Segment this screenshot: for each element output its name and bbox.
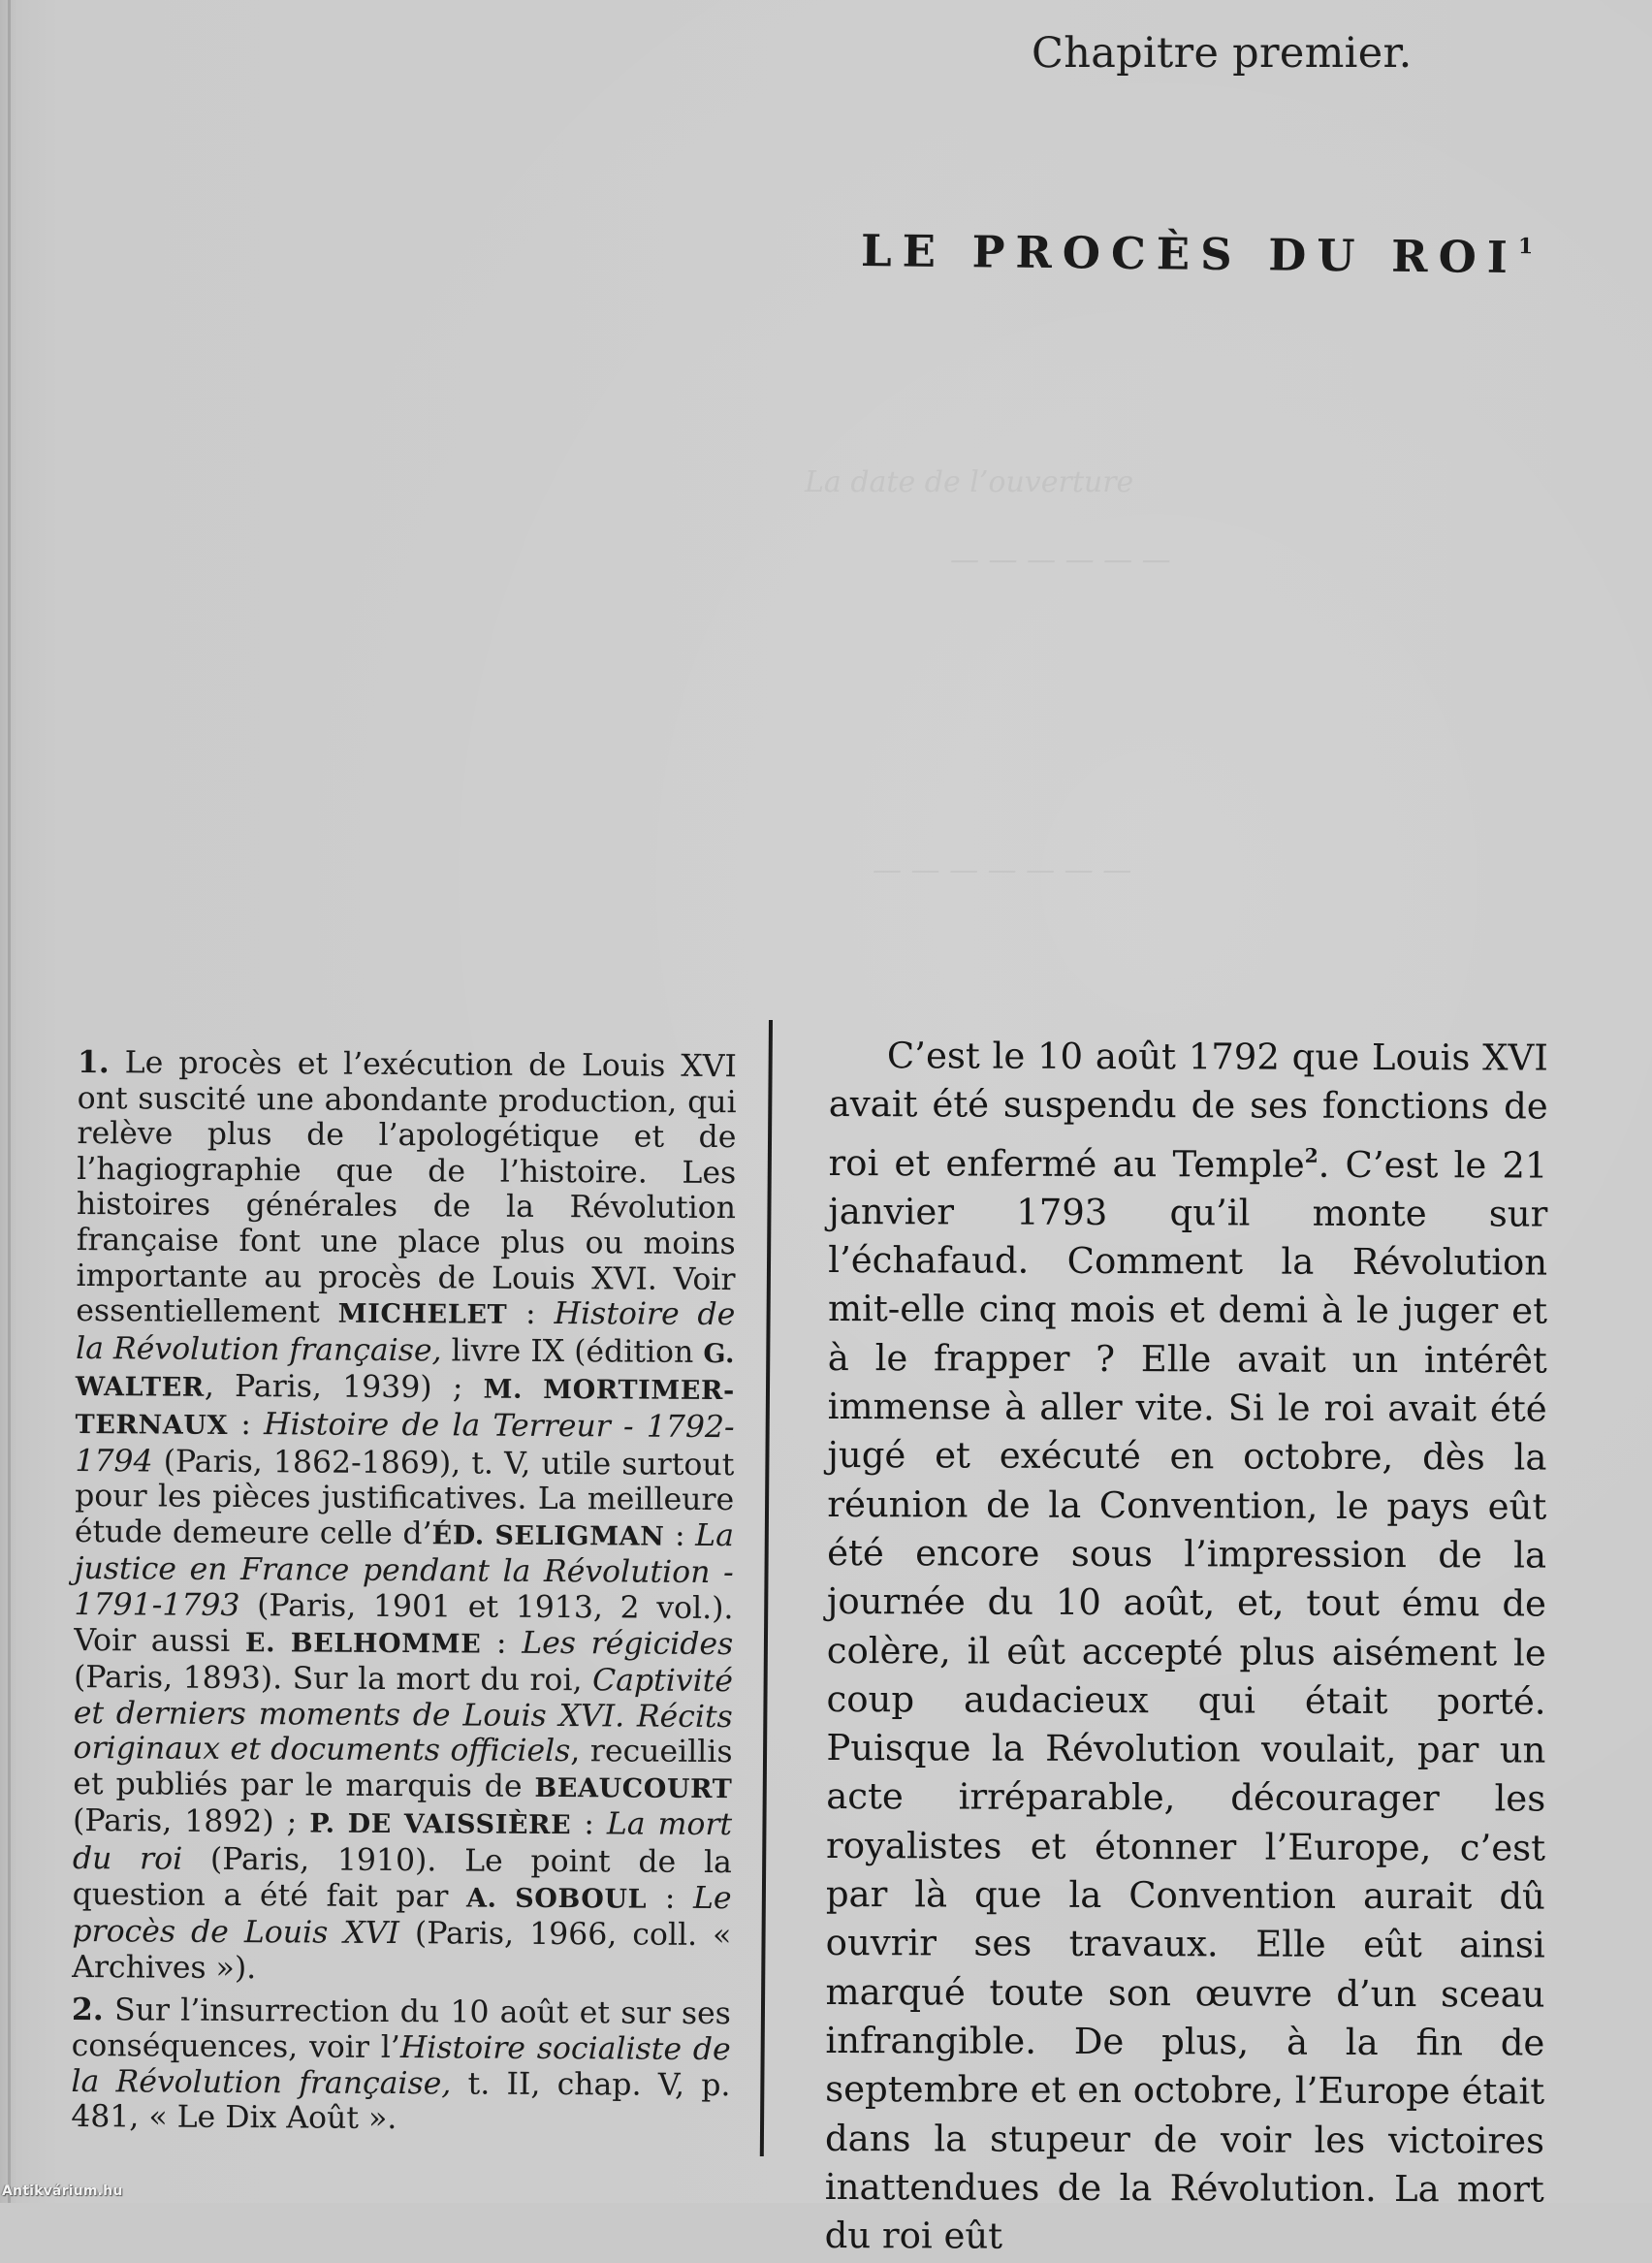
bleed-through-text: La date de l’ouverture xyxy=(805,465,1134,499)
footnote-text-segment: : xyxy=(664,1517,696,1553)
footnote-text-segment: (Paris, 1893). Sur la mort du roi, xyxy=(73,1660,593,1699)
footnote-marker: 1 xyxy=(1517,234,1534,260)
footnote-number: 2. xyxy=(71,1992,104,2028)
body-text-segment: C’est le 10 août 1792 que Louis XVI avait été suspendu de ses fonctions de roi et enfermé au Temple xyxy=(828,1035,1548,1186)
work-title: Histoire de la Terreur - 1792-1794 xyxy=(75,1407,735,1480)
body-paragraph xyxy=(825,1032,1548,2263)
footnote xyxy=(71,1992,731,2139)
footnote-text-segment: t. II, chap. V, p. 481, « Le Dix Août ». xyxy=(71,2065,731,2137)
footnote-number: 1. xyxy=(77,1044,110,1081)
work-title: Histoire socialiste de la Révolution française, xyxy=(71,2030,731,2101)
main-text-column xyxy=(825,1032,1548,2263)
footnote-text-segment: : xyxy=(647,1880,694,1916)
footnote-text-segment: (Paris, 1910). Le point de la question a été fait par xyxy=(72,1841,732,1915)
footnote-text-segment: Sur l’insurrection du 10 août et sur ses conséquences, voir l’ xyxy=(71,1992,732,2066)
work-title: La mort du roi xyxy=(72,1806,733,1877)
footnote-text-segment: : xyxy=(227,1406,265,1443)
footnote-text xyxy=(71,1993,731,2137)
author-name: G. WALTER xyxy=(75,1338,736,1404)
footnote-text-segment: Le procès et l’exécution de Louis XVI ont suscité une abondante production, qui relève plus de l’apologétique et de l’hagiographie que de l’histoire. Les histoires générales de la Révolution française font une place plus ou moins importante au procès de Louis XVI. Voir essentiellement xyxy=(76,1045,737,1330)
footnote-text-segment: , Paris, 1939) ; xyxy=(204,1369,484,1406)
author-name: A. SOBOUL xyxy=(465,1883,648,1915)
footnote-text-segment: : xyxy=(571,1806,607,1842)
footnote-text-segment: (Paris, 1966, coll. « Archives »). xyxy=(72,1916,732,1986)
chapter-label: Chapitre premier. xyxy=(1032,29,1413,78)
author-name: M. MORTIMER-TERNAUX xyxy=(75,1374,735,1441)
footnote-text-segment: (Paris, 1862-1869), t. V, utile surtout pour les pièces justificatives. La meilleure étude demeure celle d’ xyxy=(74,1444,735,1551)
work-title: Les régicides xyxy=(522,1625,734,1662)
column-divider xyxy=(760,1020,773,2156)
work-title: Le procès de Louis XVI xyxy=(72,1880,732,1952)
watermark-logo: Antikvárium.hu xyxy=(2,2183,123,2199)
footnote-text-segment: : xyxy=(507,1295,555,1332)
footnotes-column xyxy=(71,1045,737,2147)
footnote-text-segment: (Paris, 1901 et 1913, 2 vol.). Voir aussi xyxy=(74,1587,734,1659)
work-title: La justice en France pendant la Révolution - 1791-1793 xyxy=(74,1517,735,1623)
footnote-text-segment: : xyxy=(481,1625,523,1661)
author-name: ÉD. SELIGMAN xyxy=(431,1519,665,1552)
page-gutter-edge xyxy=(8,0,11,2203)
author-name: MICHELET xyxy=(337,1298,508,1330)
footnote-marker: 2 xyxy=(1304,1143,1318,1167)
author-name: E. BELHOMME xyxy=(244,1627,482,1660)
author-name: P. DE VAISSIÈRE xyxy=(309,1808,572,1841)
bleed-through-text: — — — — — — xyxy=(950,543,1171,577)
footnote-text-segment: livre IX (édition xyxy=(441,1333,704,1370)
footnote-text-segment: (Paris, 1892) ; xyxy=(73,1803,310,1840)
author-name: BEAUCOURT xyxy=(534,1772,733,1805)
chapter-title-text: LE PROCÈS DU ROI xyxy=(860,225,1519,284)
work-title: Captivité et derniers moments de Louis XVI. Récits originaux et documents officiels xyxy=(73,1663,734,1769)
footnote xyxy=(72,1045,737,1990)
chapter-title xyxy=(861,225,1534,283)
footnote-text xyxy=(72,1045,737,1986)
bleed-through-text: — — — — — — — xyxy=(873,853,1132,887)
work-title: Histoire de la Révolution française, xyxy=(75,1296,736,1369)
footnote-text-segment: , recueillis et publiés par le marquis de xyxy=(73,1734,733,1804)
body-text-segment: . C’est le 21 janvier 1793 qu’il monte sur l’échafaud. Comment la Révolution mit-elle cinq mois et demi à le juger et à le frapper ? Elle avait un intérêt immense à aller vite. Si le roi avait été jugé et exécuté en octobre, dès la réunion de la Convention, le pays eût été encore sous l’impression de la journée du 10 août, et, tout ému de colère, il eût accepté plus aisément le coup audacieux qui était porté. Puisque la Révolution voulait, par un acte irréparable, décourager les royalistes et étonner l’Europe, c’est par là que la Convention aurait dû ouvrir ses travaux. Elle eût ainsi marqué toute son œuvre d’un sceau infrangible. De plus, à la fin de septembre et en octobre, l’Europe était dans la stupeur de voir les victoires inattendues de la Révolution. La mort du roi eût xyxy=(824,1143,1548,2257)
